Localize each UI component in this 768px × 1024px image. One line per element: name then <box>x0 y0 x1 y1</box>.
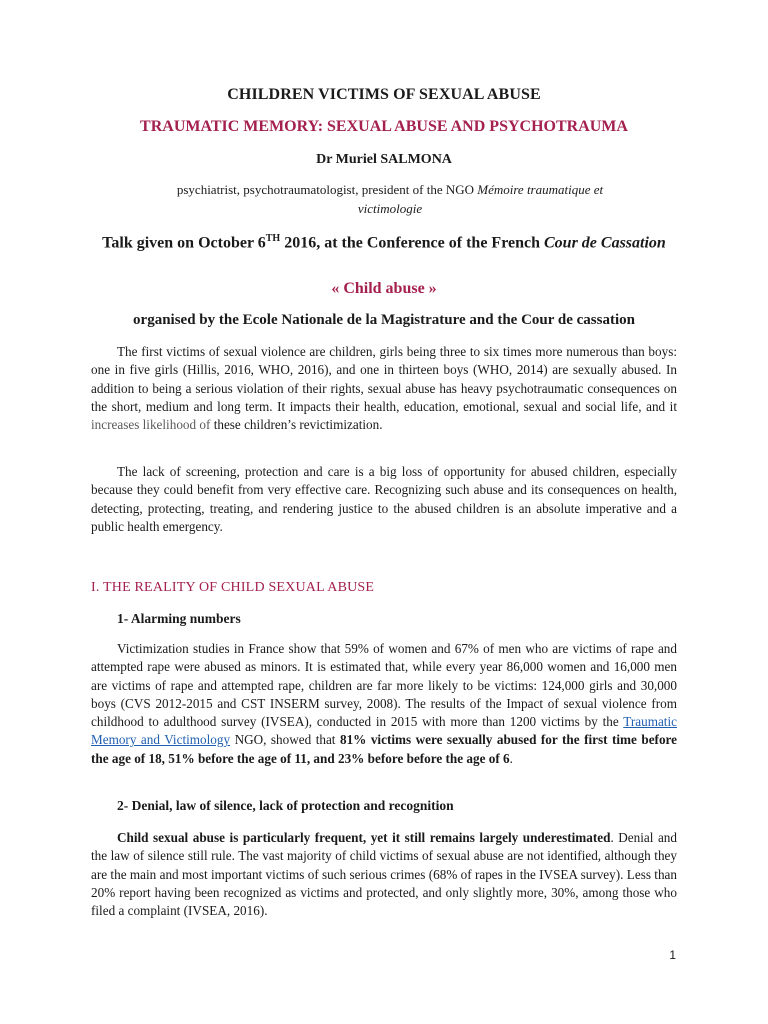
section-1-heading: I. THE REALITY OF CHILD SEXUAL ABUSE <box>91 580 375 595</box>
subsection-2-paragraph <box>91 829 677 920</box>
intro-p1-text: The first victims of sexual violence are children, girls being three to six times more numerous than boys: one in five girls (Hillis, 2016, WHO, 2016), and one in thirteen boys (WHO, 2014) are sexually abused. In addition to being a serious violation of their rights, sexual abuse has heavy psychotraumatic consequences on the short, medium and long term. It impacts their health, education, emotional, sexual and social life, and it <box>91 344 677 414</box>
intro-paragraph-2: The lack of screening, protection and care is a big loss of opportunity for abused children, especially because they could benefit from very effective care. Recognizing such abuse and its consequences on health, detecting, protecting, treating, and rendering justice to the abused children is an absolute imperative and a public health emergency. <box>91 464 677 534</box>
intro-p1-end: these children’s revictimization. <box>210 417 383 433</box>
talk-info <box>80 228 688 254</box>
organised-by: organised by the Ecole Nationale de la Magistrature and the Cour de cassation <box>133 312 635 328</box>
conference-name: « Child abuse » <box>331 280 437 297</box>
talk-court: Cour de Cassation <box>544 234 666 252</box>
sub1-end: . <box>509 750 513 766</box>
sub2-text: . Denial and the law of silence still rule. The vast majority of child victims of sexual abuse are not identified, although they are the main and most important victims of such serious crimes (68% of rapes in the IVSEA survey). Less than 20% report having been recognized as victims and protected, and only slightly more, 30%, among those who filed a complaint (IVSEA, 2016). <box>91 830 677 919</box>
affiliation-org: Mémoire traumatique et victimologie <box>357 182 604 216</box>
author-affiliation <box>150 180 630 218</box>
affiliation-text: psychiatrist, psychotraumatologist, president of the NGO <box>176 182 478 197</box>
subsection-1-paragraph <box>91 640 677 768</box>
talk-mid: 2016, at the Conference of the French <box>280 234 544 252</box>
document-subtitle: TRAUMATIC MEMORY: SEXUAL ABUSE AND PSYCHOTRAUMA <box>140 118 628 135</box>
sub1-text-b: NGO, showed that <box>230 732 340 748</box>
page-number: 1 <box>669 948 676 962</box>
traumatic-memory-link[interactable]: Traumatic Memory and Victimology <box>91 714 677 748</box>
sub1-text-a: Victimization studies in France show that 59% of women and 67% of men who are victims of rape and attempted rape were abused as minors. It is estimated that, while every year 86,000 women and 16,000 men are victims of rape and attempted rape, children are far more likely to be victims: 124,000 girls and 30,000 boys (CVS 2012-2015 and CST INSERM survey, 2008). The results of the Impact of sexual violence from childhood to adulthood survey (IVSEA), conducted in 2015 with more than 1200 victims by the <box>91 641 677 730</box>
document-title: CHILDREN VICTIMS OF SEXUAL ABUSE <box>227 86 541 103</box>
talk-prefix: Talk given on October 6 <box>102 234 266 252</box>
subsection-1-heading: 1- Alarming numbers <box>117 611 241 626</box>
talk-sup: TH <box>265 233 281 244</box>
sub1-bold: 81% victims were sexually abused for the first time before the age of 18, 51% before the age of 11, and 23% before before the age of 6 <box>91 732 678 766</box>
intro-paragraph-1 <box>91 343 677 434</box>
subsection-2-heading: 2- Denial, law of silence, lack of protection and recognition <box>117 798 454 813</box>
intro-p1-highlight: increases likelihood of <box>91 417 211 433</box>
author-name: Dr Muriel SALMONA <box>316 152 452 167</box>
sub2-bold: Child sexual abuse is particularly frequent, yet it still remains largely underestimated <box>117 830 611 845</box>
